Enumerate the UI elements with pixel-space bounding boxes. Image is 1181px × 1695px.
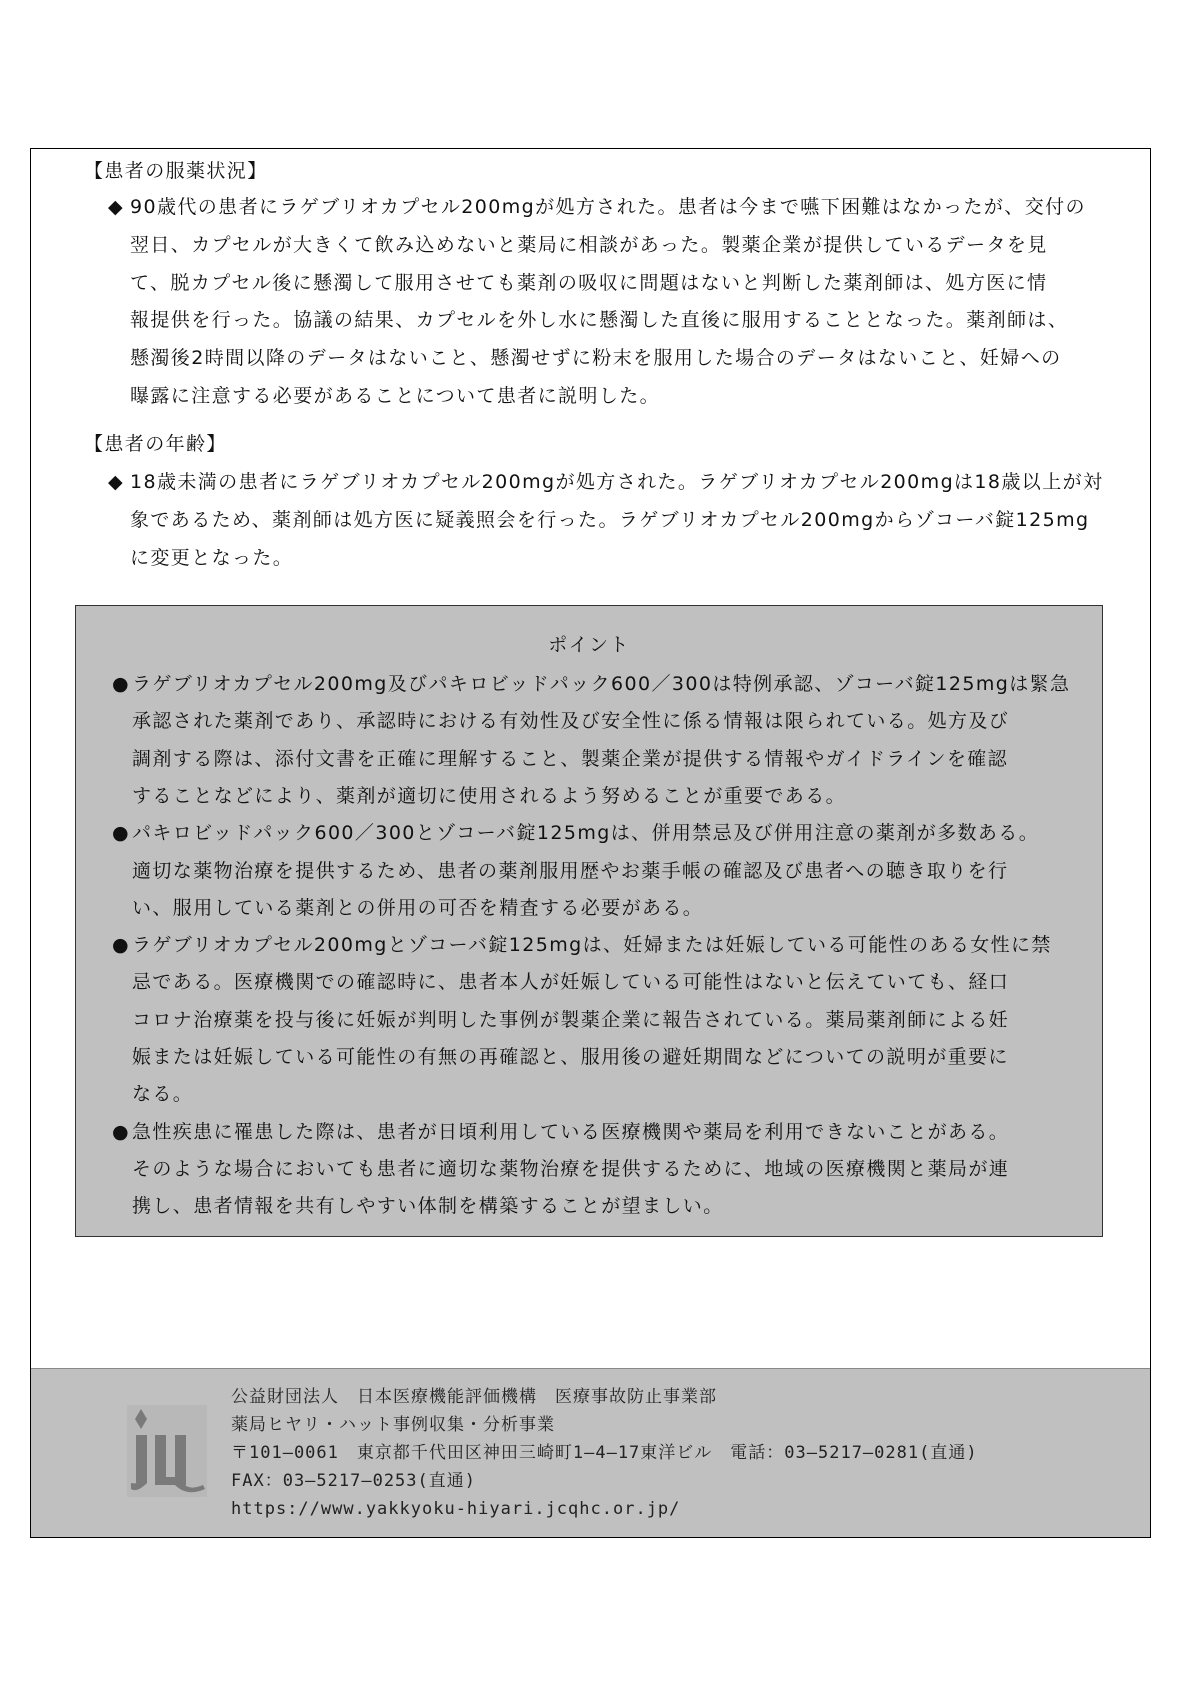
point-line: することなどにより、薬剤が適切に使用されるよう努めることが重要である。 bbox=[132, 784, 847, 807]
paragraph-line: 懸濁後2時間以降のデータはないこと、懸濁せずに粉末を服用した場合のデータはないこと、妊婦への bbox=[130, 347, 1062, 370]
points-box bbox=[75, 605, 1103, 1237]
point-line: 娠または妊娠している可能性の有無の再確認と、服用後の避妊期間などについての説明が重要に bbox=[132, 1046, 1009, 1068]
circle-bullet-icon: ● bbox=[112, 822, 129, 845]
paragraph-line: 報提供を行った。協議の結果、カプセルを外し水に懸濁した直後に服用することとなった。薬剤師は、 bbox=[130, 309, 1069, 332]
paragraph-line: 18歳未満の患者にラゲブリオカプセル200mgが処方された。ラゲブリオカプセル200mgは18歳以上が対 bbox=[130, 471, 1104, 493]
footer bbox=[31, 1368, 1150, 1537]
point-line: 承認された薬剤であり、承認時における有効性及び安全性に係る情報は限られている。処方及び bbox=[132, 710, 1010, 733]
footer-line: https://www.yakkyoku-hiyari.jcqhc.or.jp/ bbox=[231, 1499, 681, 1519]
point-line: コロナ治療薬を投与後に妊娠が判明した事例が製薬企業に報告されている。薬局薬剤師による妊 bbox=[132, 1008, 1010, 1031]
point-line: ラゲブリオカプセル200mgとゾコーバ錠125mgは、妊婦または妊娠している可能性のある女性に禁 bbox=[132, 934, 1052, 957]
diamond-bullet-icon: ◆ bbox=[108, 196, 123, 218]
jq-logo bbox=[127, 1405, 207, 1497]
points-title: ポイント bbox=[548, 634, 630, 656]
point-line: なる。 bbox=[132, 1083, 194, 1106]
paragraph-line: に変更となった。 bbox=[130, 546, 294, 569]
point-line: そのような場合においても患者に適切な薬物治療を提供するために、地域の医療機関と薬局が連 bbox=[132, 1157, 1010, 1180]
circle-bullet-icon: ● bbox=[112, 934, 129, 957]
paragraph-line: 象であるため、薬剤師は処方医に疑義照会を行った。ラゲブリオカプセル200mgからゾコーバ錠125mg bbox=[130, 508, 1090, 531]
footer-line: 薬局ヒヤリ・ハット事例収集・分析事業 bbox=[231, 1415, 555, 1435]
footer-line: 公益財団法人 日本医療機能評価機構 医療事故防止事業部 bbox=[231, 1387, 717, 1407]
footer-line: 〒101―0061 東京都千代田区神田三崎町1―4―17東洋ビル 電話：03―5217―0281(直通) bbox=[231, 1443, 978, 1463]
section-heading: 【患者の服薬状況】 bbox=[84, 160, 268, 182]
point-line: い、服用している薬剤との併用の可否を精査する必要がある。 bbox=[132, 896, 704, 919]
point-line: 忌である。医療機関での確認時に、患者本人が妊娠している可能性はないと伝えていても、経口 bbox=[132, 971, 1010, 994]
point-line: パキロビッドパック600／300とゾコーバ錠125mgは、併用禁忌及び併用注意の薬剤が多数ある。 bbox=[132, 822, 1040, 845]
point-line: 適切な薬物治療を提供するため、患者の薬剤服用歴やお薬手帳の確認及び患者への聴き取りを行 bbox=[132, 859, 1009, 882]
paragraph-line: 翌日、カプセルが大きくて飲み込めないと薬局に相談があった。製薬企業が提供しているデータを見 bbox=[130, 233, 1048, 256]
paragraph-line: 90歳代の患者にラゲブリオカプセル200mgが処方された。患者は今まで嚥下困難はなかったが、交付の bbox=[130, 196, 1086, 218]
circle-bullet-icon: ● bbox=[112, 673, 129, 695]
paragraph-line: 曝露に注意する必要があることについて患者に説明した。 bbox=[130, 385, 661, 407]
paragraph-line: て、脱カプセル後に懸濁して服用させても薬剤の吸収に問題はないと判断した薬剤師は、処方医に情 bbox=[130, 271, 1048, 294]
point-line: 急性疾患に罹患した際は、患者が日頃利用している医療機関や薬局を利用できないことがある。 bbox=[132, 1120, 1010, 1143]
point-line: 調剤する際は、添付文書を正確に理解すること、製薬企業が提供する情報やガイドラインを確認 bbox=[132, 747, 1009, 770]
circle-bullet-icon: ● bbox=[112, 1120, 129, 1143]
point-line: ラゲブリオカプセル200mg及びパキロビッドパック600／300は特例承認、ゾコーバ錠125mgは緊急 bbox=[132, 673, 1071, 695]
footer-line: FAX：03―5217―0253(直通) bbox=[231, 1471, 476, 1491]
point-line: 携し、患者情報を共有しやすい体制を構築することが望ましい。 bbox=[132, 1195, 724, 1218]
diamond-bullet-icon: ◆ bbox=[108, 471, 123, 493]
section-heading: 【患者の年齢】 bbox=[84, 433, 227, 455]
